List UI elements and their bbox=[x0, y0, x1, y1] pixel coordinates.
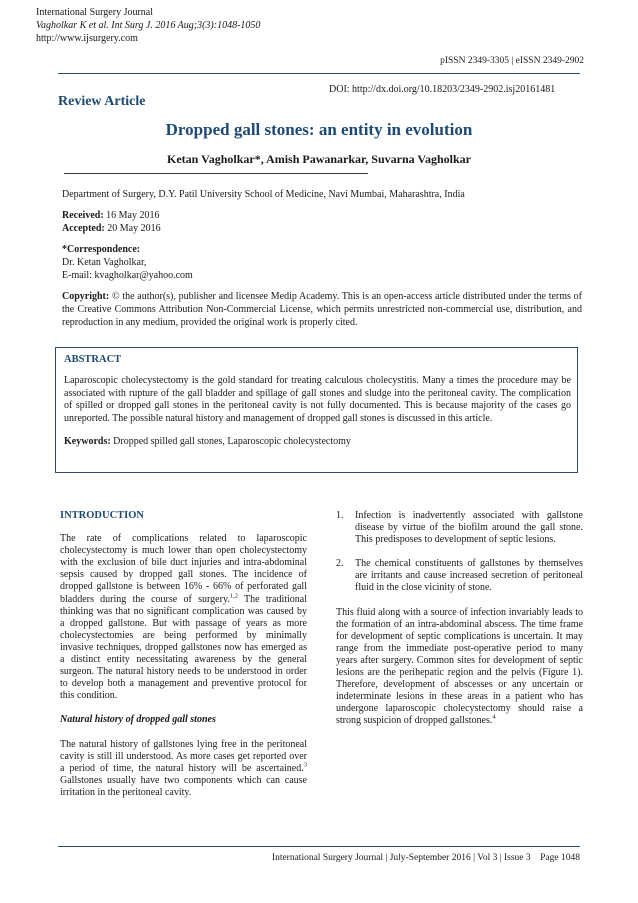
citation-ref: 1,2 bbox=[229, 592, 238, 600]
copyright-text: © the author(s), publisher and licensee Medip Academy. This is an open-access article distributed under the terms of the Creative Commons Attribution Non-Commercial License, which permits unrestricted non-commercial use, distribution, and reproduction in any medium, provided the original work is properly cited. bbox=[62, 291, 582, 328]
abscess-paragraph: This fluid along with a source of infection invariably leads to the formation of an intra-abdominal abscess. The time frame for development of septic complications is uncertain. It may range from the immediate post-operative period to many years after surgery. Common sites for development of septic lesions are the perihepatic region and the pelvis (Figure 1). Therefore, development of abscesses or any uncertain or indeterminate lesions in these areas in a patient who has undergone laparoscopic cholecystectomy should raise a strong suspicion of dropped gallstones.$^4$ bbox=[336, 606, 583, 727]
introduction-heading: INTRODUCTION bbox=[60, 510, 145, 521]
abstract-box bbox=[55, 347, 578, 473]
keywords-text: Dropped spilled gall stones, Laparoscopic cholecystectomy bbox=[110, 435, 351, 447]
list-text: The chemical constituents of gallstones by themselves are irritants and cause increased secretion of peritoneal fluid in the close vicinity of stone. bbox=[355, 558, 583, 594]
header-divider bbox=[58, 73, 580, 74]
article-info bbox=[62, 188, 582, 329]
received-value: 16 May 2016 bbox=[103, 210, 160, 221]
article-type: Review Article bbox=[58, 94, 146, 109]
accepted-value: 20 May 2016 bbox=[104, 223, 161, 234]
correspondence-email[interactable]: E-mail: kvagholkar@yahoo.com bbox=[62, 270, 193, 281]
received-date bbox=[62, 209, 582, 222]
keywords-label: Keywords: bbox=[64, 435, 111, 447]
list-number: 1. bbox=[336, 510, 344, 521]
natural-history-paragraph: The natural history of gallstones lying free in the peritoneal cavity is still ill understood. As more cases get reported over a period of time, the natural history will be ascertained.$^3$ Gallstones usually have two components which can cause irritation in the peritoneal cavity. bbox=[60, 738, 307, 798]
accepted-label: Accepted: bbox=[62, 223, 105, 234]
journal-url[interactable]: http://www.ijsurgery.com bbox=[36, 33, 138, 44]
abstract-heading: ABSTRACT bbox=[64, 354, 122, 365]
accepted-date bbox=[62, 222, 582, 235]
citation: Vagholkar K et al. Int Surg J. 2016 Aug;3(3):1048-1050 bbox=[36, 20, 261, 31]
list-number: 2. bbox=[336, 558, 344, 570]
natural-history-subheading: Natural history of dropped gall stones bbox=[60, 714, 216, 726]
citation-ref: 4 bbox=[492, 714, 496, 722]
page-footer: International Surgery Journal | July-September 2016 | Vol 3 | Issue 3 Page 1048 bbox=[271, 853, 580, 863]
citation-ref: 3 bbox=[303, 761, 307, 769]
correspondence-label: *Correspondence: bbox=[62, 244, 141, 255]
author-divider bbox=[64, 173, 368, 174]
correspondence-name: Dr. Ketan Vagholkar, bbox=[62, 257, 147, 268]
affiliation: Department of Surgery, D.Y. Patil University School of Medicine, Navi Mumbai, Maharashtra, India bbox=[62, 189, 465, 200]
journal-name: International Surgery Journal bbox=[36, 7, 154, 18]
copyright-statement bbox=[62, 290, 582, 329]
left-column bbox=[60, 510, 307, 799]
author-list: Ketan Vagholkar*, Amish Pawanarkar, Suvarna Vagholkar bbox=[167, 152, 471, 166]
issn: pISSN 2349-3305 | eISSN 2349-2902 bbox=[440, 56, 584, 66]
list-item bbox=[336, 510, 583, 546]
footer-divider bbox=[58, 846, 580, 847]
list-text: Infection is inadvertently associated with gallstone disease by virtue of the biofilm around the gall stone. This predisposes to development of septic lesions. bbox=[355, 510, 583, 546]
keywords bbox=[64, 436, 571, 449]
abstract-text: Laparoscopic cholecystectomy is the gold standard for treating calculous cholecystitis. Many a times the procedure may be associated with rupture of the gall bladder and spillage of gall stones and sludge into the peritoneal cavity. The complication of spilled or dropped gall stones in the peritoneal cavity is not fully documented. This is because majority of the cases go unreported. The possible natural history and management of dropped gall stones is discussed in this article. bbox=[64, 374, 571, 425]
article-title: Dropped gall stones: an entity in evolution bbox=[165, 120, 473, 139]
received-label: Received: bbox=[62, 210, 104, 221]
list-item bbox=[336, 558, 583, 594]
doi-link[interactable]: DOI: http://dx.doi.org/10.18203/2349-2902.isj20161481 bbox=[329, 84, 556, 95]
intro-paragraph: The rate of complications related to laparoscopic cholecystectomy is much lower than open cholecystectomy with the exclusion of bile duct injuries and intra-abdominal sepsis caused by dropped gall stones. The incidence of dropped gallstone is between 16% - 66% of perforated gall bladders during the course of surgery.$^{1,2}$ The traditional thinking was that no significant complication was caused by a dropped gallstone. But with passage of years as more cholecystectomies are being performed by minimally invasive techniques, dropped gallstones now has emerged as a distinct entity necessitating awareness by the general surgeon. The natural history needs to be understood in order to develop both a management and preventive protocol for this condition. bbox=[60, 533, 308, 702]
right-column bbox=[336, 510, 583, 728]
copyright-label: Copyright: bbox=[62, 291, 110, 302]
